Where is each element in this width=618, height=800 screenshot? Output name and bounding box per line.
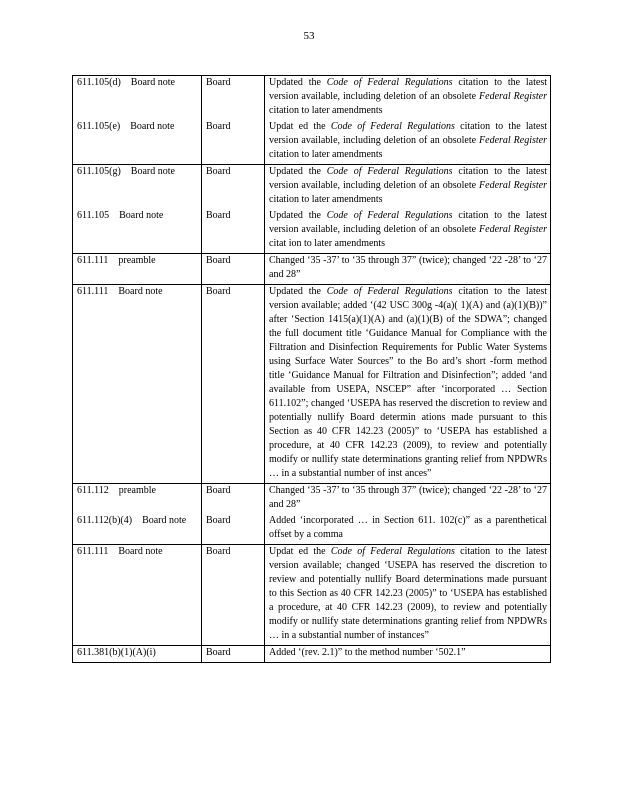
italic-citation-text: Federal Register bbox=[479, 180, 547, 191]
description-text: citation to the latest version available; added ‘(42 USC 300g -4(a)( 1)(A) and (a)(1)(B))” after ‘Section 1415(a)(1)(A) and (a)(1)(B) of the SDWA”; changed the full document title ‘Guidance Manual for Compliance with the Filtration and Disinfection Requirements for Public Water Systems using Surface Water Sources” to the Bo ard’s short -form method title ‘Guidance Manual for Filtration and Disinfection”; added ‘and available from USEPA, NSCEP” after ‘incorporated … Section 611.102”; changed ‘USEPA has reserved the discretion to review and potentially nullify Board determin ations made pursuant to this Section as 40 CFR 142.23 (2005)” to ‘USEPA has established a procedure, at 40 CFR 142.23 (2009), to review and potentially modify or nullify state determinations granting relief from NPDWRs … in a substantial number of inst ances” bbox=[269, 286, 547, 479]
description-text: Added ‘(rev. 2.1)” to the method number ‘502.1” bbox=[269, 647, 466, 658]
table-row bbox=[73, 285, 551, 484]
description-cell bbox=[265, 254, 551, 285]
section-cell: 611.112(b)(4) Board note bbox=[73, 514, 202, 545]
section-cell: 611.111 Board note bbox=[73, 545, 202, 646]
description-cell bbox=[265, 165, 551, 210]
description-text: citation to later amendments bbox=[269, 194, 383, 205]
description-cell bbox=[265, 484, 551, 515]
italic-citation-text: Federal Register bbox=[479, 135, 547, 146]
description-text: Changed ‘35 -37’ to ‘35 through 37” (twice); changed ‘22 -28’ to ‘27 and 28” bbox=[269, 255, 547, 280]
italic-citation-text: Federal Register bbox=[479, 224, 547, 235]
description-text: citation to the latest version available, including deletion of an obsolete bbox=[269, 121, 547, 146]
description-cell bbox=[265, 76, 551, 121]
change-table-body bbox=[73, 76, 551, 663]
section-cell: 611.105(d) Board note bbox=[73, 76, 202, 121]
table-row bbox=[73, 254, 551, 285]
italic-citation-text: Code of Federal Regulations bbox=[326, 77, 453, 88]
italic-citation-text: Federal Register bbox=[479, 91, 547, 102]
description-text: Updat ed the bbox=[269, 121, 331, 132]
description-text: Updated the bbox=[269, 166, 327, 177]
italic-citation-text: Code of Federal Regulations bbox=[326, 166, 453, 177]
table-row bbox=[73, 76, 551, 121]
agency-cell: Board bbox=[202, 545, 265, 646]
description-text: citation to later amendments bbox=[269, 105, 383, 116]
table-row bbox=[73, 484, 551, 515]
italic-citation-text: Code of Federal Regulations bbox=[326, 286, 453, 297]
description-cell bbox=[265, 514, 551, 545]
section-cell: 611.105 Board note bbox=[73, 209, 202, 254]
description-text: Updated the bbox=[269, 286, 327, 297]
description-cell bbox=[265, 120, 551, 165]
page-number: 53 bbox=[303, 30, 315, 42]
italic-citation-text: Code of Federal Regulations bbox=[330, 121, 455, 132]
agency-cell: Board bbox=[202, 514, 265, 545]
agency-cell: Board bbox=[202, 254, 265, 285]
section-cell: 611.105(g) Board note bbox=[73, 165, 202, 210]
italic-citation-text: Code of Federal Regulations bbox=[326, 210, 453, 221]
italic-citation-text: Code of Federal Regulations bbox=[330, 546, 455, 557]
description-text: Updat ed the bbox=[269, 546, 331, 557]
section-cell: 611.111 Board note bbox=[73, 285, 202, 484]
agency-cell: Board bbox=[202, 646, 265, 663]
section-cell: 611.381(b)(1)(A)(i) bbox=[73, 646, 202, 663]
description-cell bbox=[265, 209, 551, 254]
table-row bbox=[73, 646, 551, 663]
agency-cell: Board bbox=[202, 76, 265, 121]
table-row bbox=[73, 209, 551, 254]
description-text: citation to the latest version available; changed ‘USEPA has reserved the discretion to review and potentially nullify Board determinations made pursuant to this Section as 40 CFR 142.23 (2005)” to ‘USEPA has established a procedure, at 40 CFR 142.23 (2009), to review and potentially modify or nullify state determinations granting relief from NPDWRs … in a substantial number of instances” bbox=[269, 546, 547, 641]
table-row bbox=[73, 120, 551, 165]
description-cell bbox=[265, 285, 551, 484]
section-cell: 611.105(e) Board note bbox=[73, 120, 202, 165]
description-text: citation to the latest version available, including deletion of an obsolete bbox=[269, 210, 547, 235]
description-text: Updated the bbox=[269, 77, 327, 88]
section-cell: 611.112 preamble bbox=[73, 484, 202, 515]
description-text: citation to the latest version available, including deletion of an obsolete bbox=[269, 166, 547, 191]
agency-cell: Board bbox=[202, 120, 265, 165]
description-text: Added ‘incorporated … in Section 611. 102(c)” as a parenthetical offset by a comma bbox=[269, 515, 547, 540]
agency-cell: Board bbox=[202, 165, 265, 210]
agency-cell: Board bbox=[202, 285, 265, 484]
description-cell bbox=[265, 646, 551, 663]
table-row bbox=[73, 514, 551, 545]
description-cell bbox=[265, 545, 551, 646]
table-row bbox=[73, 165, 551, 210]
rule-change-table bbox=[72, 75, 551, 663]
agency-cell: Board bbox=[202, 484, 265, 515]
table-row bbox=[73, 545, 551, 646]
agency-cell: Board bbox=[202, 209, 265, 254]
description-text: citation to later amendments bbox=[269, 149, 383, 160]
description-text: citat ion to later amendments bbox=[269, 238, 386, 249]
description-text: citation to the latest version available, including deletion of an obsolete bbox=[269, 77, 547, 102]
description-text: Updated the bbox=[269, 210, 327, 221]
description-text: Changed ‘35 -37’ to ‘35 through 37” (twice); changed ‘22 -28’ to ‘27 and 28” bbox=[269, 485, 547, 510]
section-cell: 611.111 preamble bbox=[73, 254, 202, 285]
